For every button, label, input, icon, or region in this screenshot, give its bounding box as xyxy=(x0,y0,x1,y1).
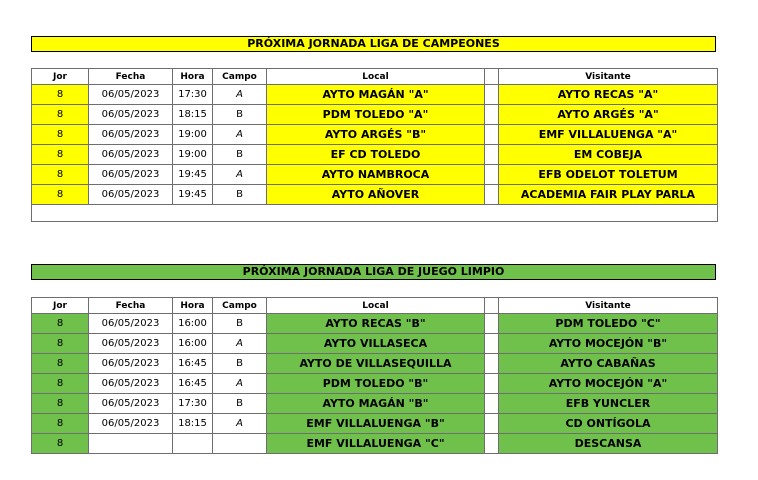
fecha-cell: 06/05/2023 xyxy=(89,145,173,165)
table-row xyxy=(32,185,718,205)
hora-cell: 16:45 xyxy=(173,374,213,394)
visitante-team-cell: ACADEMIA FAIR PLAY PARLA xyxy=(499,185,718,205)
campo-cell: B xyxy=(213,314,267,334)
hora-cell: 19:45 xyxy=(173,165,213,185)
header-visitante: Visitante xyxy=(499,298,718,314)
gap-cell xyxy=(485,434,499,454)
visitante-team-cell: AYTO MOCEJÓN "A" xyxy=(499,374,718,394)
hora-cell xyxy=(173,434,213,454)
fecha-cell: 06/05/2023 xyxy=(89,105,173,125)
gap-cell xyxy=(485,334,499,354)
campo-cell: B xyxy=(213,145,267,165)
schedule-table-juego-limpio xyxy=(31,297,718,454)
gap-cell xyxy=(485,374,499,394)
local-team-cell: AYTO AÑOVER xyxy=(267,185,485,205)
local-team-cell: AYTO MAGÁN "A" xyxy=(267,85,485,105)
schedule-table-campeones xyxy=(31,68,718,222)
hora-cell: 16:00 xyxy=(173,314,213,334)
jor-cell: 8 xyxy=(32,85,89,105)
fecha-cell: 06/05/2023 xyxy=(89,185,173,205)
jor-cell: 8 xyxy=(32,374,89,394)
hora-cell: 19:00 xyxy=(173,125,213,145)
header-jor: Jor xyxy=(32,298,89,314)
campo-cell: B xyxy=(213,185,267,205)
local-team-cell: AYTO DE VILLASEQUILLA xyxy=(267,354,485,374)
fecha-cell: 06/05/2023 xyxy=(89,85,173,105)
visitante-team-cell: EMF VILLALUENGA "A" xyxy=(499,125,718,145)
local-team-cell: PDM TOLEDO "B" xyxy=(267,374,485,394)
visitante-team-cell: EFB ODELOT TOLETUM xyxy=(499,165,718,185)
jor-cell: 8 xyxy=(32,394,89,414)
local-team-cell: AYTO NAMBROCA xyxy=(267,165,485,185)
visitante-team-cell: DESCANSA xyxy=(499,434,718,454)
table-row xyxy=(32,145,718,165)
table-row xyxy=(32,434,718,454)
header-fecha: Fecha xyxy=(89,69,173,85)
campo-cell: B xyxy=(213,394,267,414)
header-local: Local xyxy=(267,298,485,314)
table-row xyxy=(32,414,718,434)
gap-cell xyxy=(485,314,499,334)
header-row xyxy=(32,69,718,85)
gap-cell xyxy=(485,125,499,145)
table-row xyxy=(32,85,718,105)
jor-cell: 8 xyxy=(32,434,89,454)
gap-cell xyxy=(485,105,499,125)
table-row xyxy=(32,394,718,414)
campo-cell: A xyxy=(213,334,267,354)
table-row xyxy=(32,334,718,354)
visitante-team-cell: AYTO RECAS "A" xyxy=(499,85,718,105)
local-team-cell: PDM TOLEDO "A" xyxy=(267,105,485,125)
visitante-team-cell: PDM TOLEDO "C" xyxy=(499,314,718,334)
local-team-cell: AYTO MAGÁN "B" xyxy=(267,394,485,414)
hora-cell: 16:00 xyxy=(173,334,213,354)
campo-cell: A xyxy=(213,414,267,434)
campo-cell: A xyxy=(213,85,267,105)
fecha-cell: 06/05/2023 xyxy=(89,314,173,334)
section2-title: PRÓXIMA JORNADA LIGA DE JUEGO LIMPIO xyxy=(31,264,716,280)
jor-cell: 8 xyxy=(32,165,89,185)
fecha-cell xyxy=(89,434,173,454)
jor-cell: 8 xyxy=(32,314,89,334)
hora-cell: 17:30 xyxy=(173,394,213,414)
visitante-team-cell: AYTO CABAÑAS xyxy=(499,354,718,374)
gap-cell xyxy=(485,354,499,374)
jor-cell: 8 xyxy=(32,125,89,145)
hora-cell: 18:15 xyxy=(173,105,213,125)
header-local: Local xyxy=(267,69,485,85)
jor-cell: 8 xyxy=(32,145,89,165)
header-row xyxy=(32,298,718,314)
fecha-cell: 06/05/2023 xyxy=(89,374,173,394)
fecha-cell: 06/05/2023 xyxy=(89,414,173,434)
gap-cell xyxy=(485,145,499,165)
table-row xyxy=(32,125,718,145)
gap-cell xyxy=(485,414,499,434)
campo-cell: A xyxy=(213,165,267,185)
header-visitante: Visitante xyxy=(499,69,718,85)
table-row xyxy=(32,314,718,334)
hora-cell: 17:30 xyxy=(173,85,213,105)
jor-cell: 8 xyxy=(32,354,89,374)
visitante-team-cell: EFB YUNCLER xyxy=(499,394,718,414)
campo-cell: B xyxy=(213,354,267,374)
header-campo: Campo xyxy=(213,69,267,85)
jor-cell: 8 xyxy=(32,105,89,125)
header-campo: Campo xyxy=(213,298,267,314)
header-hora: Hora xyxy=(173,69,213,85)
gap-cell xyxy=(485,165,499,185)
jor-cell: 8 xyxy=(32,334,89,354)
local-team-cell: EF CD TOLEDO xyxy=(267,145,485,165)
spacer-cell xyxy=(32,205,718,222)
hora-cell: 18:15 xyxy=(173,414,213,434)
header-fecha: Fecha xyxy=(89,298,173,314)
spacer-row xyxy=(32,205,718,222)
header-jor: Jor xyxy=(32,69,89,85)
table-row xyxy=(32,374,718,394)
table-row xyxy=(32,354,718,374)
section1-title: PRÓXIMA JORNADA LIGA DE CAMPEONES xyxy=(31,36,716,52)
header-hora: Hora xyxy=(173,298,213,314)
campo-cell: A xyxy=(213,374,267,394)
fecha-cell: 06/05/2023 xyxy=(89,354,173,374)
local-team-cell: AYTO RECAS "B" xyxy=(267,314,485,334)
table-row xyxy=(32,165,718,185)
campo-cell: A xyxy=(213,125,267,145)
table-row xyxy=(32,105,718,125)
hora-cell: 16:45 xyxy=(173,354,213,374)
jor-cell: 8 xyxy=(32,414,89,434)
fecha-cell: 06/05/2023 xyxy=(89,394,173,414)
header-gap xyxy=(485,69,499,85)
fecha-cell: 06/05/2023 xyxy=(89,125,173,145)
local-team-cell: EMF VILLALUENGA "B" xyxy=(267,414,485,434)
fecha-cell: 06/05/2023 xyxy=(89,334,173,354)
gap-cell xyxy=(485,394,499,414)
local-team-cell: AYTO ARGÉS "B" xyxy=(267,125,485,145)
local-team-cell: AYTO VILLASECA xyxy=(267,334,485,354)
visitante-team-cell: AYTO MOCEJÓN "B" xyxy=(499,334,718,354)
campo-cell xyxy=(213,434,267,454)
fecha-cell: 06/05/2023 xyxy=(89,165,173,185)
gap-cell xyxy=(485,185,499,205)
visitante-team-cell: EM COBEJA xyxy=(499,145,718,165)
campo-cell: B xyxy=(213,105,267,125)
local-team-cell: EMF VILLALUENGA "C" xyxy=(267,434,485,454)
header-gap xyxy=(485,298,499,314)
hora-cell: 19:45 xyxy=(173,185,213,205)
gap-cell xyxy=(485,85,499,105)
hora-cell: 19:00 xyxy=(173,145,213,165)
visitante-team-cell: CD ONTÍGOLA xyxy=(499,414,718,434)
visitante-team-cell: AYTO ARGÉS "A" xyxy=(499,105,718,125)
jor-cell: 8 xyxy=(32,185,89,205)
